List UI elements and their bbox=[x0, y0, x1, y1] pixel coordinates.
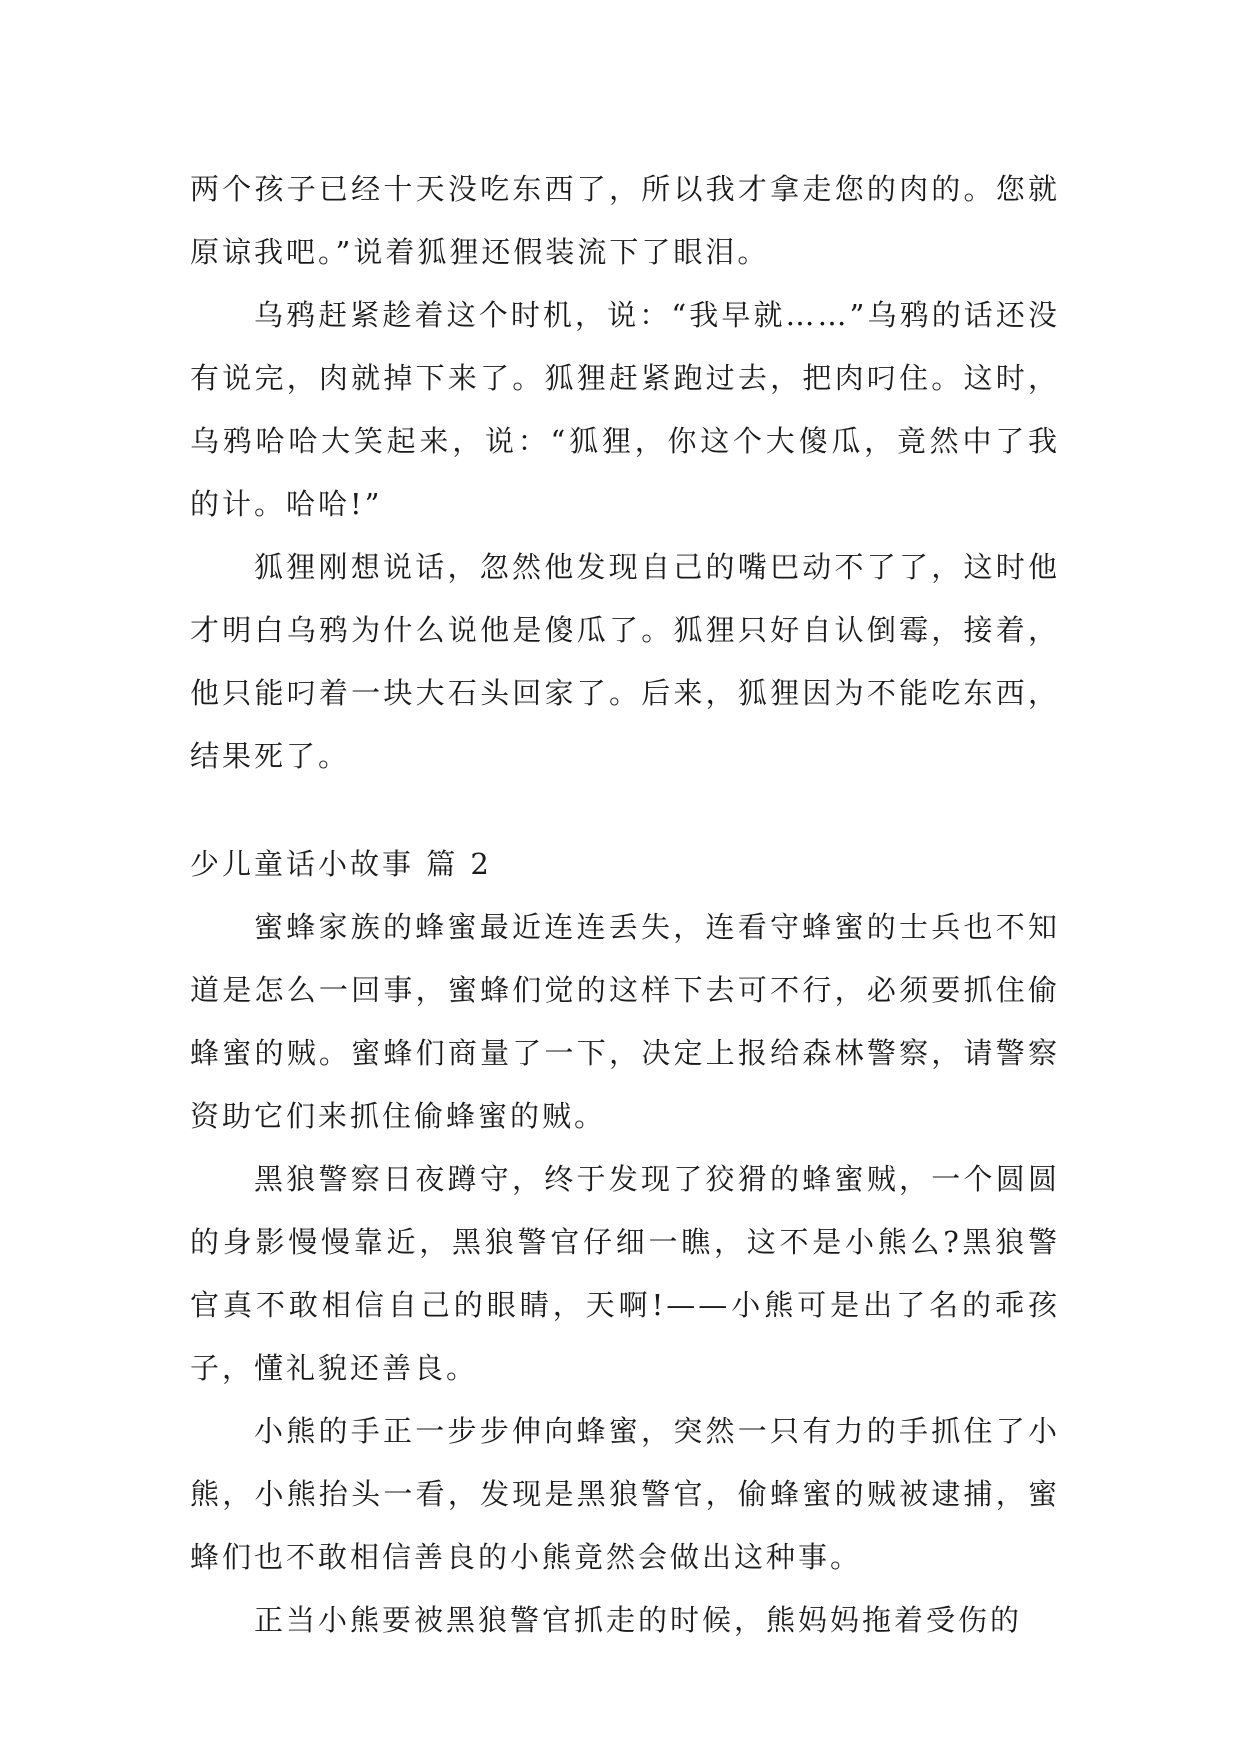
document-body bbox=[190, 158, 1060, 1652]
story2-paragraph-4: 正当小熊要被黑狼警官抓走的时候，熊妈妈拖着受伤的 bbox=[254, 1603, 1023, 1637]
story2-paragraph-2: 黑狼警察日夜蹲守，终于发现了狡猾的蜂蜜贼，一个圆圆的身影慢慢靠近，黑狼警官仔细一瞧，这不是小熊么?黑狼警官真不敢相信自己的眼睛，天啊!——小熊可是出了名的乖孩子，懂礼貌还善良。 bbox=[190, 1162, 1060, 1385]
story2-paragraph-3: 小熊的手正一步步伸向蜂蜜，突然一只有力的手抓住了小熊，小熊抬头一看，发现是黑狼警官，偷蜂蜜的贼被逮捕，蜜蜂们也不敢相信善良的小熊竟然会做出这种事。 bbox=[190, 1414, 1060, 1574]
story2-paragraph-1: 蜜蜂家族的蜂蜜最近连连丢失，连看守蜂蜜的士兵也不知道是怎么一回事，蜜蜂们觉的这样下去可不行，必须要抓住偷蜂蜜的贼。蜜蜂们商量了一下，决定上报给森林警察，请警察资助它们来抓住偷蜂蜜的贼。 bbox=[190, 910, 1060, 1133]
section-heading: 少儿童话小故事 篇 2 bbox=[190, 847, 492, 881]
story1-paragraph-1: 乌鸦赶紧趁着这个时机，说：“我早就……”乌鸦的话还没有说完，肉就掉下来了。狐狸赶紧跑过去，把肉叼住。这时，乌鸦哈哈大笑起来，说：“狐狸，你这个大傻瓜，竟然中了我的计。哈哈!” bbox=[190, 298, 1060, 521]
story1-paragraph-2: 狐狸刚想说话，忽然他发现自己的嘴巴动不了了，这时他才明白乌鸦为什么说他是傻瓜了。狐狸只好自认倒霉，接着，他只能叼着一块大石头回家了。后来，狐狸因为不能吃东西，结果死了。 bbox=[190, 550, 1060, 773]
continuation-paragraph: 两个孩子已经十天没吃东西了，所以我才拿走您的肉的。您就原谅我吧。”说着狐狸还假装流下了眼泪。 bbox=[190, 172, 1060, 269]
section-spacer bbox=[190, 788, 1060, 833]
